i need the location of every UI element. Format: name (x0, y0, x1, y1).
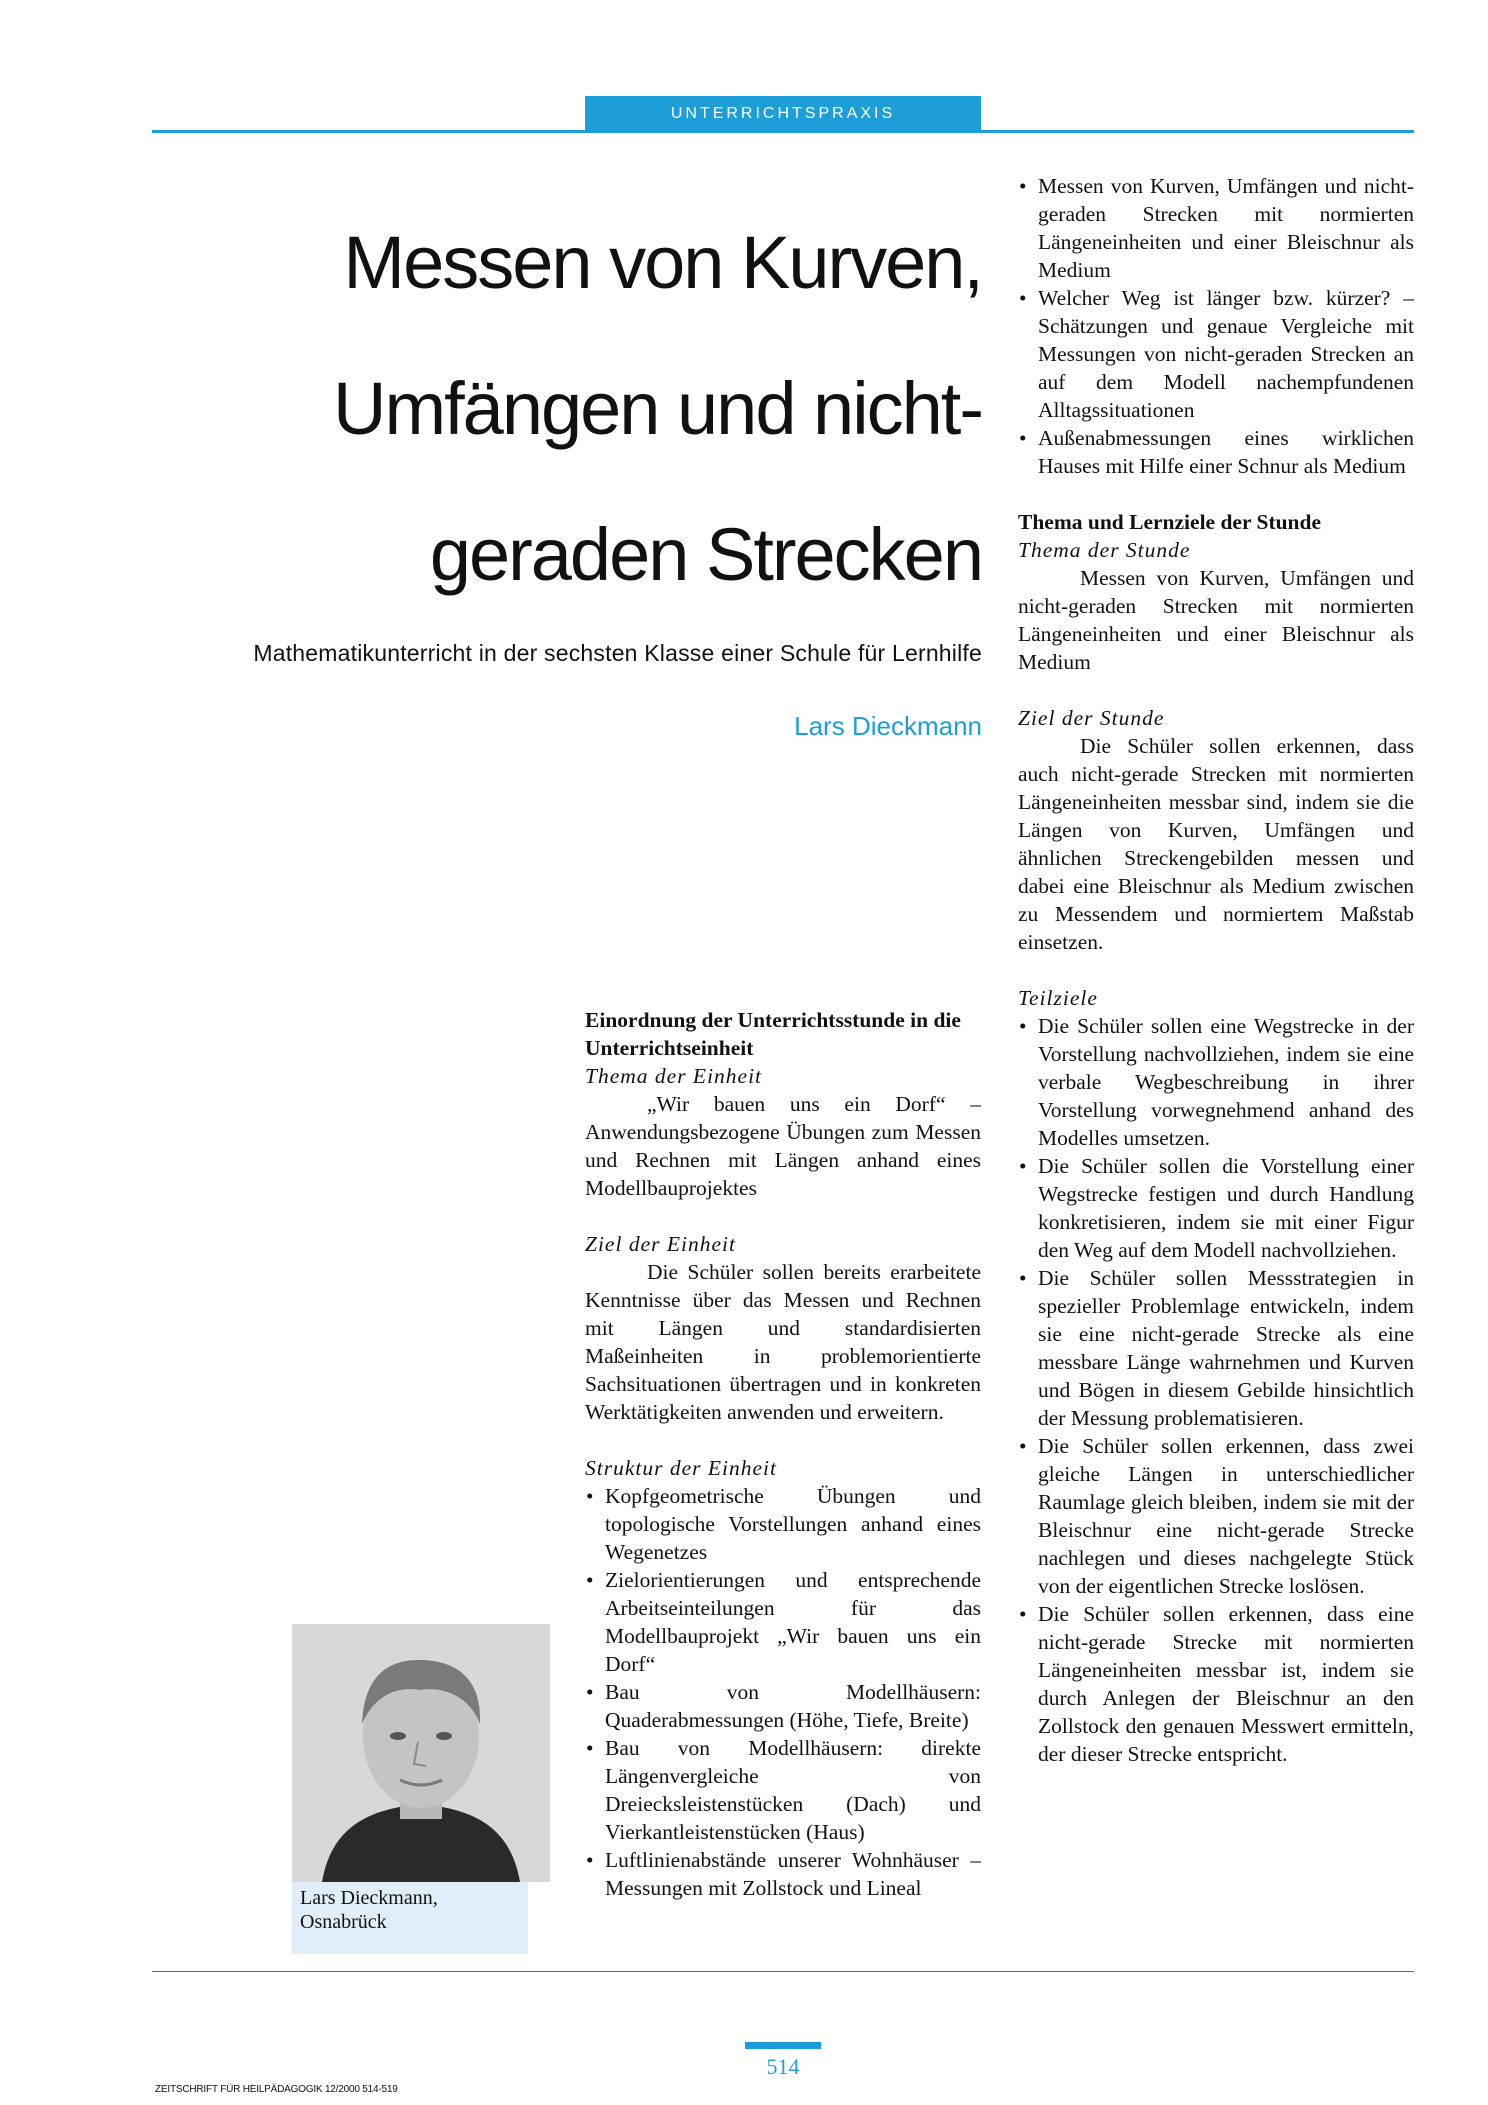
label-ziel-der-einheit: Ziel der Einheit (585, 1232, 736, 1256)
title-block (150, 190, 982, 742)
header-rule (152, 130, 1414, 133)
section-heading-einordnung: Einordnung der Unterrichtsstunde in die Unterrichtseinheit (585, 1008, 961, 1060)
label-ziel-der-stunde: Ziel der Stunde (1018, 706, 1165, 730)
text-thema-der-stunde: Messen von Kurven, Umfängen und nicht-geraden Strecken mit normierten Längeneinheiten und einer Bleischnur als Medium (1018, 566, 1414, 674)
list-item: • Bau von Modellhäusern: direkte Längenvergleiche von Dreiecksleistenstücken (Dach) und Vierkantleistenstücken (Haus) (585, 1734, 981, 1846)
author-photo (292, 1624, 550, 1882)
footer-rule (152, 1971, 1414, 1972)
list-item: • Bau von Modellhäusern: Quaderabmessungen (Höhe, Tiefe, Breite) (585, 1678, 981, 1734)
list-item: • Die Schüler sollen erkennen, dass eine nicht-gerade Strecke mit normierten Längeneinheiten messbar ist, indem sie durch Anlegen der Bleischnur an den Zollstock den genauen Messwert ermitteln, der dieser Strecke entspricht. (1018, 1600, 1414, 1768)
list-item: • Kopfgeometrische Übungen und topologische Vorstellungen anhand eines Wegenetzes (585, 1482, 981, 1566)
list-item: • Luftlinienabstände unserer Wohnhäuser – Messungen mit Zollstock und Lineal (585, 1846, 981, 1902)
list-item: • Außenabmessungen eines wirklichen Hauses mit Hilfe einer Schnur als Medium (1018, 424, 1414, 480)
struktur-list (585, 1482, 981, 1902)
text-thema-der-einheit: „Wir bauen uns ein Dorf“ – Anwendungsbezogene Übungen zum Messen und Rechnen mit Längen anhand eines Modellbauprojektes (585, 1092, 981, 1200)
caption-line-2: Osnabrück (300, 1911, 387, 1933)
photo-caption (300, 1886, 438, 1934)
list-item: • Die Schüler sollen die Vorstellung einer Wegstrecke festigen und durch Handlung konkretisieren, indem sie mit einer Figur den Weg auf dem Modell nachvollziehen. (1018, 1152, 1414, 1264)
struktur-list-continued (1018, 172, 1414, 480)
list-item: • Messen von Kurven, Umfängen und nicht-geraden Strecken mit normierten Längeneinheiten und einer Bleischnur als Medium (1018, 172, 1414, 284)
label-thema-der-einheit: Thema der Einheit (585, 1064, 763, 1088)
section-heading-thema-lernziele: Thema und Lernziele der Stunde (1018, 510, 1322, 534)
label-teilziele: Teilziele (1018, 986, 1098, 1010)
journal-citation: ZEITSCHRIFT FÜR HEILPÄDAGOGIK 12/2000 514-519 (155, 2084, 398, 2095)
article-subtitle: Mathematikunterricht in der sechsten Klasse einer Schule für Lernhilfe (253, 640, 982, 666)
list-item: • Welcher Weg ist länger bzw. kürzer? – Schätzungen und genaue Vergleiche mit Messungen von nicht-geraden Strecken an auf dem Modell nachempfundenen Alltagssituationen (1018, 284, 1414, 424)
label-thema-der-stunde: Thema der Stunde (1018, 538, 1191, 562)
page-number: 514 (766, 2054, 800, 2079)
middle-column (585, 1006, 981, 1902)
section-label: UNTERRICHTSPRAXIS (670, 105, 896, 122)
right-column (1018, 172, 1414, 1768)
article-title (150, 190, 982, 628)
title-line-2: Umfängen und nicht- (333, 367, 982, 450)
title-line-1: Messen von Kurven, (343, 221, 982, 304)
title-line-3: geraden Strecken (429, 513, 982, 596)
article-author: Lars Dieckmann (794, 711, 982, 741)
list-item: • Die Schüler sollen eine Wegstrecke in der Vorstellung nachvollziehen, indem sie eine verbale Wegbeschreibung in ihrer Vorstellung vorwegnehmend anhand des Modelles umsetzen. (1018, 1012, 1414, 1152)
caption-line-1: Lars Dieckmann, (300, 1887, 438, 1909)
text-ziel-der-einheit: Die Schüler sollen bereits erarbeitete Kenntnisse über das Messen und Rechnen mit Längen und standardisierten Maßeinheiten in problemorientierte Sachsituationen übertragen und in konkreten Werktätigkeiten anwenden und erweitern. (585, 1260, 981, 1424)
list-item: • Zielorientierungen und entsprechende Arbeitseinteilungen für das Modellbauprojekt „Wir bauen uns ein Dorf“ (585, 1566, 981, 1678)
list-item: • Die Schüler sollen Messstrategien in spezieller Problemlage entwickeln, indem sie eine nicht-gerade Strecke als eine messbare Länge wahrnehmen und Kurven und Bögen in diesem Gebilde hinsichtlich der Messung problematisieren. (1018, 1264, 1414, 1432)
label-struktur-der-einheit: Struktur der Einheit (585, 1456, 777, 1480)
page-number-bar (745, 2042, 821, 2049)
teilziele-list (1018, 1012, 1414, 1768)
author-portrait-image (292, 1624, 550, 1882)
text-ziel-der-stunde: Die Schüler sollen erkennen, dass auch nicht-gerade Strecken mit normierten Längeneinheiten messbar sind, indem sie die Längen von Kurven, Umfängen und ähnlichen Streckengebilden messen und dabei eine Bleischnur als Medium zwischen zu Messendem und normiertem Maßstab einsetzen. (1018, 734, 1414, 954)
section-header-tab (585, 96, 981, 132)
list-item: • Die Schüler sollen erkennen, dass zwei gleiche Längen in unterschiedlicher Raumlage gleich bleiben, indem sie mit der Bleischnur eine nicht-gerade Strecke nachlegen und dieses nachgelegte Stück von der eigentlichen Strecke loslösen. (1018, 1432, 1414, 1600)
